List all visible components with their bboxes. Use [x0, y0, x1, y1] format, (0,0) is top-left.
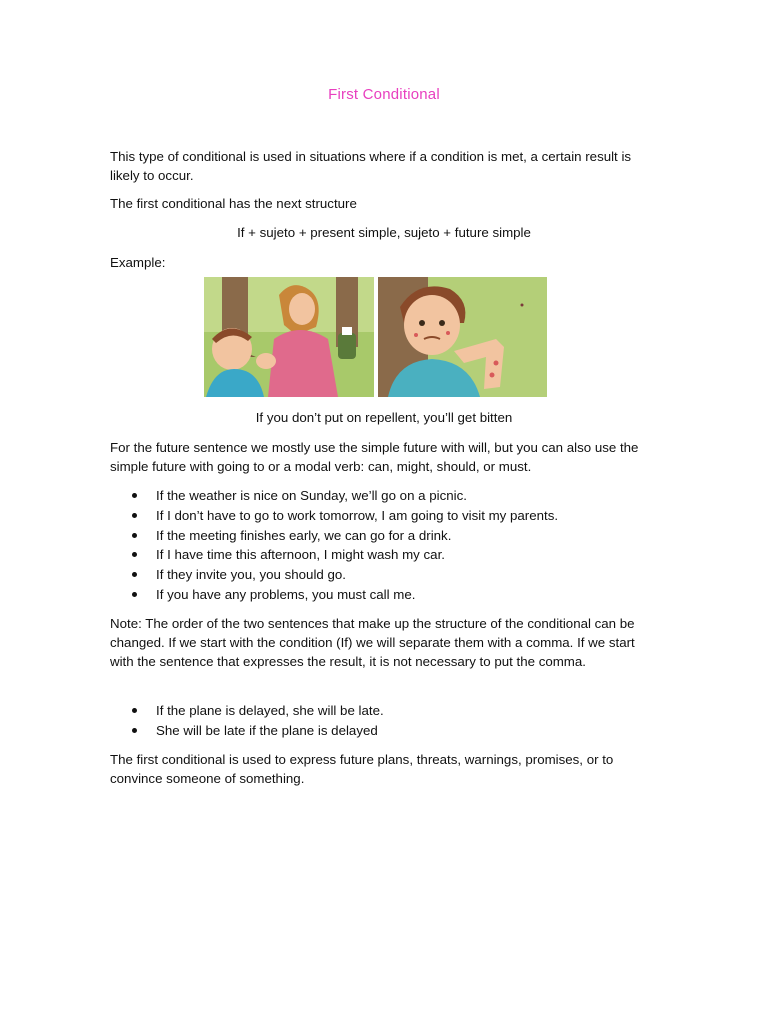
structure-intro-paragraph: The first conditional has the next structure	[110, 196, 357, 211]
examples-list	[110, 486, 670, 605]
example-label: Example:	[110, 255, 166, 270]
bullet-icon	[132, 533, 137, 538]
list-item: If they invite you, you should go.	[110, 565, 670, 585]
intro-paragraph: This type of conditional is used in situations where if a condition is met, a certain result is likely to occur.	[110, 149, 632, 183]
bullet-icon	[132, 552, 137, 557]
list-item: She will be late if the plane is delayed	[110, 721, 670, 741]
list-item: If the weather is nice on Sunday, we’ll go on a picnic.	[110, 486, 670, 506]
order-list	[110, 701, 670, 741]
list-item: If the plane is delayed, she will be late.	[110, 701, 670, 721]
bullet-icon	[132, 493, 137, 498]
list-item: If I have time this afternoon, I might wash my car.	[110, 545, 670, 565]
final-paragraph: The first conditional is used to express future plans, threats, warnings, promises, or to convince someone of something.	[110, 752, 614, 786]
list-item: If I don’t have to go to work tomorrow, I am going to visit my parents.	[110, 506, 670, 526]
page-title: First Conditional	[328, 86, 440, 103]
note-paragraph: Note: The order of the two sentences that make up the structure of the conditional can be changed. If we start with the condition (If) we will separate them with a comma. If we start with the sentence that expresses the result, it is not necessary to put the comma.	[110, 616, 635, 669]
bullet-icon	[132, 592, 137, 597]
list-item: If the meeting finishes early, we can go for a drink.	[110, 526, 670, 546]
bullet-icon	[132, 728, 137, 733]
bullet-icon	[132, 708, 137, 713]
bullet-icon	[132, 513, 137, 518]
future-paragraph: For the future sentence we mostly use the simple future with will, but you can also use the simple future with going to or a modal verb: can, might, should, or must.	[110, 440, 639, 474]
repellent-illustration	[204, 277, 547, 397]
illustration-caption: If you don’t put on repellent, you’ll get bitten	[255, 410, 513, 425]
bullet-icon	[132, 572, 137, 577]
structure-formula: If + sujeto + present simple, sujeto + future simple	[237, 225, 531, 240]
list-item: If you have any problems, you must call me.	[110, 585, 670, 605]
